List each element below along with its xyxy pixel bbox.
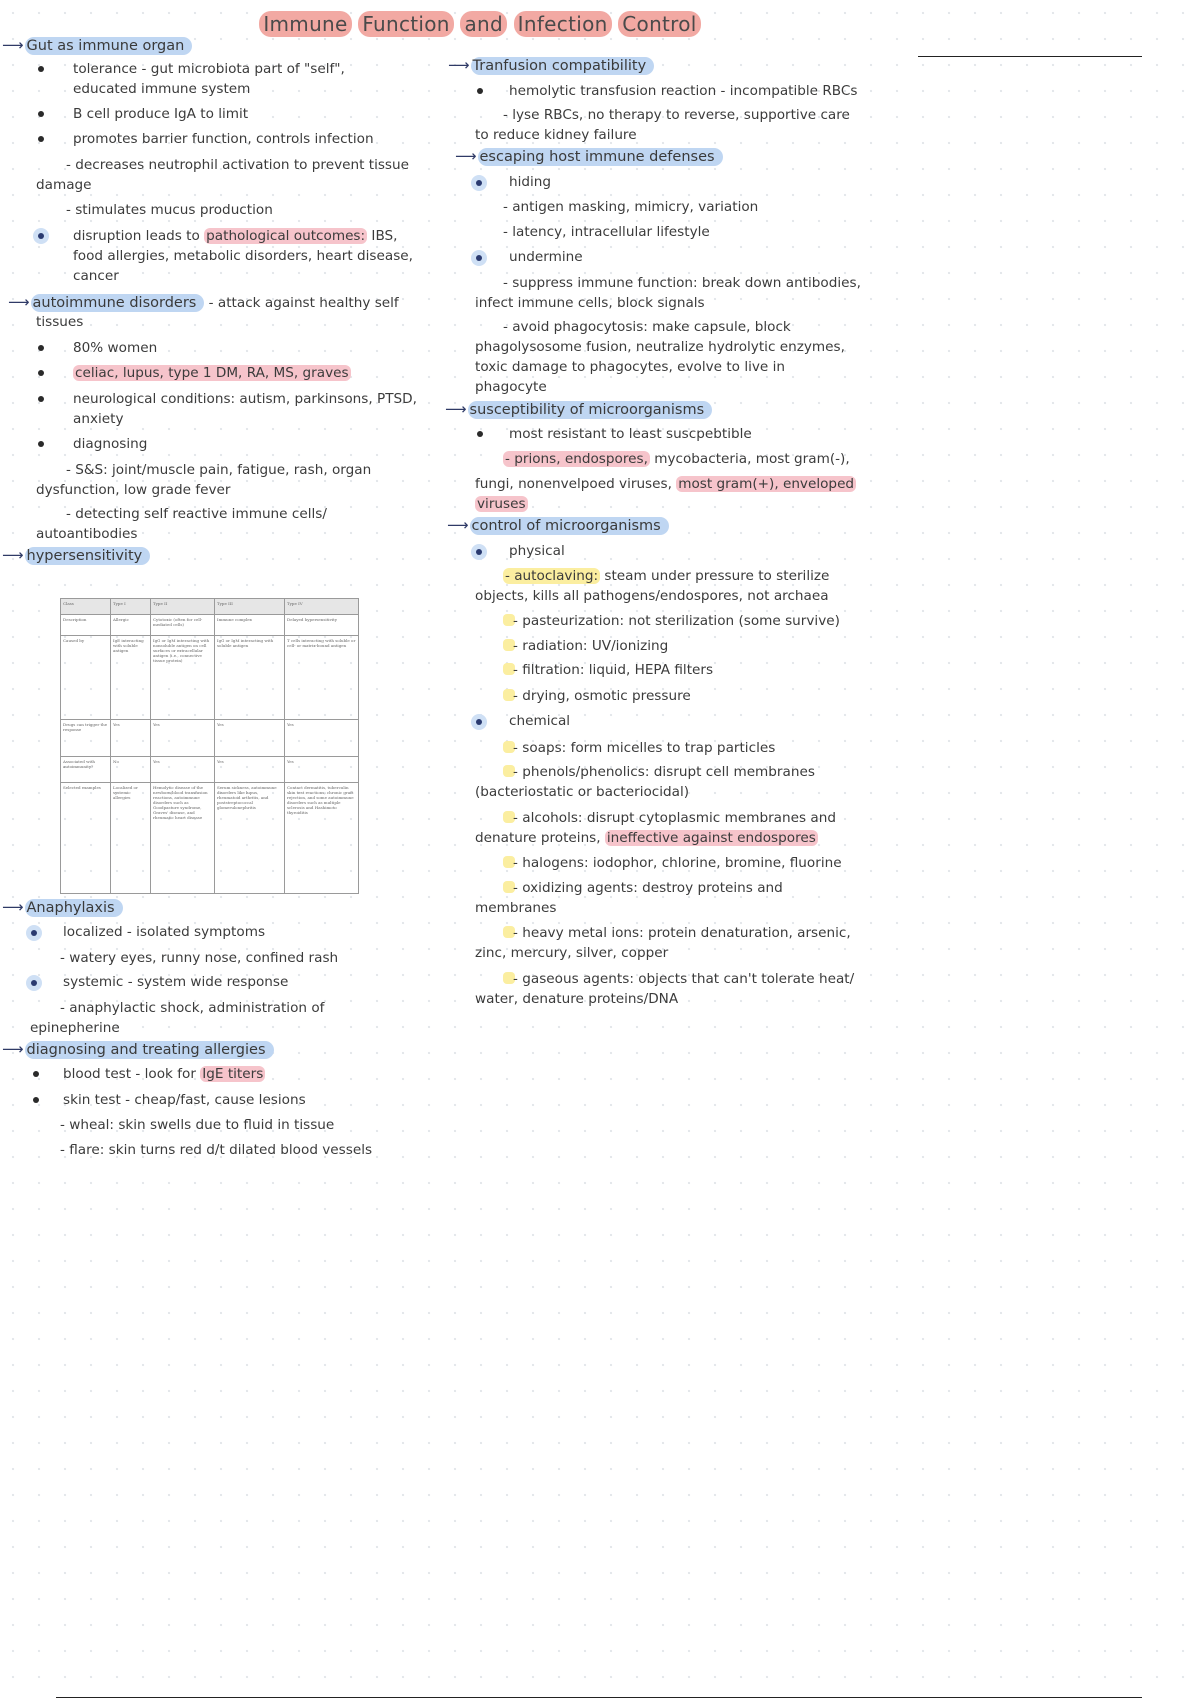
- arrow-icon: ⟶: [2, 1040, 24, 1058]
- bullet-icon: [33, 1097, 39, 1103]
- note-line: - pasteurization: not sterilization (some survive): [503, 611, 840, 631]
- note-line: - radiation: UV/ionizing: [503, 636, 668, 656]
- bottom-rule: [56, 1697, 1142, 1698]
- table-cell: Yes: [285, 757, 359, 782]
- bullet-icon: [477, 431, 483, 437]
- note-line: tissues: [36, 314, 84, 330]
- note-line: - watery eyes, runny nose, confined rash: [60, 950, 339, 966]
- note-line: cancer: [73, 268, 119, 284]
- note-line: undermine: [509, 249, 583, 265]
- note-line: denature proteins, ineffective against endospores: [475, 830, 816, 846]
- note-line: neurological conditions: autism, parkinsons, PTSD,: [73, 391, 417, 407]
- table-cell: Associated with autoimmunity?: [61, 757, 111, 782]
- note-line: localized - isolated symptoms: [63, 924, 266, 940]
- bullet-icon: [38, 396, 44, 402]
- table-row: [61, 599, 359, 615]
- note-line: disruption leads to pathological outcomes: IBS,: [73, 228, 398, 244]
- table-header: Type I: [111, 599, 151, 615]
- note-line: epinepherine: [30, 1020, 120, 1036]
- arrow-icon: ⟶: [2, 36, 24, 54]
- arrow-icon: ⟶: [445, 400, 467, 418]
- heading-escaping: ⟶ escaping host immune defenses: [455, 146, 723, 167]
- bullet-icon: [38, 345, 44, 351]
- heading-allergies: ⟶ diagnosing and treating allergies: [2, 1039, 274, 1060]
- note-line: - drying, osmotic pressure: [503, 686, 691, 706]
- arrow-icon: ⟶: [447, 516, 469, 534]
- note-line: fungi, nonenvelpoed viruses, most gram(+), enveloped: [475, 476, 855, 492]
- heading-susceptibility: ⟶ susceptibility of microorganisms: [445, 399, 712, 420]
- heading-control: ⟶ control of microorganisms: [447, 515, 669, 536]
- table-cell: IgE interacting with soluble antigen: [111, 635, 151, 719]
- table-cell: Contact dermatitis, tuberculin skin test reactions, chronic graft rejection, and some autoimmune disorders such as multiple sclerosis and Hashimoto thyroiditis: [285, 782, 359, 893]
- note-line: - anaphylactic shock, administration of: [60, 1000, 325, 1016]
- table-cell: Yes: [151, 757, 215, 782]
- bullet-icon: [471, 544, 487, 560]
- note-line: phagolysosome fusion, neutralize hydrolytic enzymes,: [475, 339, 845, 355]
- note-line: - antigen masking, mimicry, variation: [503, 199, 759, 215]
- heading-hypersensitivity: ⟶ hypersensitivity: [2, 545, 150, 566]
- note-line: dysfunction, low grade fever: [36, 482, 231, 498]
- note-line: - alcohols: disrupt cytoplasmic membranes and: [503, 808, 836, 828]
- note-line: infect immune cells, block signals: [475, 295, 705, 311]
- bullet-icon: [471, 175, 487, 191]
- table-row: [61, 614, 359, 635]
- bullet-icon: [38, 111, 44, 117]
- note-line: hiding: [509, 174, 552, 190]
- bullet-icon: [26, 975, 42, 991]
- note-line: - detecting self reactive immune cells/: [66, 506, 327, 522]
- note-line: damage: [36, 177, 92, 193]
- note-line: - oxidizing agents: destroy proteins and: [503, 878, 783, 898]
- note-line: diagnosing: [73, 436, 148, 452]
- note-line: to reduce kidney failure: [475, 127, 637, 143]
- table-cell: Yes: [285, 719, 359, 757]
- table-cell: Delayed hypersensitivity: [285, 614, 359, 635]
- bullet-icon: [471, 714, 487, 730]
- arrow-icon: ⟶: [8, 293, 30, 311]
- note-line: objects, kills all pathogens/endospores, not archaea: [475, 588, 829, 604]
- table-cell: Localized or systemic allergies: [111, 782, 151, 893]
- heading-anaphylaxis: ⟶ Anaphylaxis: [2, 897, 123, 918]
- note-line: food allergies, metabolic disorders, heart disease,: [73, 248, 413, 264]
- page-title: Immune Function and Infection Control: [0, 12, 960, 36]
- note-line: most resistant to least suscpebtible: [509, 426, 752, 442]
- note-line: toxic damage to phagocytes, evolve to live in: [475, 359, 785, 375]
- note-line: physical: [509, 543, 565, 559]
- note-line: promotes barrier function, controls infection: [73, 131, 374, 147]
- table-cell: Allergic: [111, 614, 151, 635]
- note-line: - suppress immune function: break down antibodies,: [503, 275, 861, 291]
- table-row: [61, 635, 359, 719]
- note-line: - phenols/phenolics: disrupt cell membranes: [503, 762, 815, 782]
- note-line: celiac, lupus, type 1 DM, RA, MS, graves: [75, 365, 349, 381]
- note-line: tolerance - gut microbiota part of "self",: [73, 61, 345, 77]
- table-cell: Yes: [151, 719, 215, 757]
- bullet-icon: [471, 250, 487, 266]
- table-header: Type II: [151, 599, 215, 615]
- table-row: [61, 757, 359, 782]
- bullet-icon: [33, 228, 49, 244]
- note-line: - stimulates mucus production: [66, 202, 273, 218]
- table-cell: Drugs can trigger the response: [61, 719, 111, 757]
- note-line: (bacteriostatic or bacteriocidal): [475, 784, 690, 800]
- note-line: zinc, mercury, silver, copper: [475, 945, 669, 961]
- table-cell: T cells interacting with soluble or cell- or matrix-bound antigen: [285, 635, 359, 719]
- table-cell: Hemolytic disease of the newborn/blood transfusion reactions, autoimmune disorders such as Goodpasture syndrome, Graves' disease, and rheumatic heart disease: [151, 782, 215, 893]
- table-header: Type III: [215, 599, 285, 615]
- note-line: - soaps: form micelles to trap particles: [503, 738, 775, 758]
- note-line: - halogens: iodophor, chlorine, bromine, fluorine: [503, 853, 842, 873]
- note-line: membranes: [475, 900, 557, 916]
- bullet-icon: [38, 136, 44, 142]
- table-cell: Serum sickness, autoimmune disorders like lupus, rheumatoid arthritis, and poststreptococcal glomerulonephritis: [215, 782, 285, 893]
- note-line: skin test - cheap/fast, cause lesions: [63, 1092, 306, 1108]
- note-line: - S&S: joint/muscle pain, fatigue, rash, organ: [66, 462, 372, 478]
- note-line: hemolytic transfusion reaction - incompatible RBCs: [509, 83, 858, 99]
- hypersensitivity-table: [60, 598, 359, 894]
- note-line: systemic - system wide response: [63, 974, 289, 990]
- heading-autoimmune: ⟶ autoimmune disorders - attack against healthy self: [8, 293, 399, 311]
- note-line: - avoid phagocytosis: make capsule, block: [503, 319, 791, 335]
- table-cell: No: [111, 757, 151, 782]
- top-rule: [918, 56, 1142, 57]
- bullet-icon: [38, 370, 44, 376]
- bullet-icon: [26, 925, 42, 941]
- table-cell: Yes: [215, 719, 285, 757]
- table-header: Type IV: [285, 599, 359, 615]
- table-row: [61, 782, 359, 893]
- note-line: - latency, intracellular lifestyle: [503, 224, 710, 240]
- note-line: B cell produce IgA to limit: [73, 106, 249, 122]
- table-cell: Description: [61, 614, 111, 635]
- note-line: - prions, endospores, mycobacteria, most gram(-),: [505, 451, 850, 467]
- heading-gut: ⟶ Gut as immune organ: [2, 35, 192, 56]
- note-line: - gaseous agents: objects that can't tolerate heat/: [503, 969, 854, 989]
- note-line: phagocyte: [475, 379, 547, 395]
- note-line: educated immune system: [73, 81, 251, 97]
- note-line: - decreases neutrophil activation to prevent tissue: [66, 157, 409, 173]
- note-line: - lyse RBCs, no therapy to reverse, supportive care: [503, 107, 850, 123]
- note-line: - heavy metal ions: protein denaturation, arsenic,: [503, 923, 851, 943]
- note-line: - autoclaving: steam under pressure to sterilize: [505, 568, 830, 584]
- table-cell: IgG or IgM interacting with soluble antigen: [215, 635, 285, 719]
- note-line: chemical: [509, 713, 571, 729]
- bullet-icon: [38, 441, 44, 447]
- table-cell: Caused by: [61, 635, 111, 719]
- arrow-icon: ⟶: [455, 147, 477, 165]
- table-cell: Immune complex: [215, 614, 285, 635]
- table-cell: Cytotoxic (often for cell-mediated cells): [151, 614, 215, 635]
- heading-transfusion: ⟶ Tranfusion compatibility: [448, 55, 654, 76]
- note-line: - filtration: liquid, HEPA filters: [503, 660, 713, 680]
- table-cell: Yes: [215, 757, 285, 782]
- table-row: [61, 719, 359, 757]
- arrow-icon: ⟶: [2, 546, 24, 564]
- bullet-icon: [38, 66, 44, 72]
- note-line: water, denature proteins/DNA: [475, 991, 679, 1007]
- bullet-icon: [477, 88, 483, 94]
- note-line: autoantibodies: [36, 526, 138, 542]
- table-cell: IgG or IgM interacting with nonsoluble antigen on cell surfaces or extracellular antigen (i.e., connective tissue protein): [151, 635, 215, 719]
- arrow-icon: ⟶: [2, 898, 24, 916]
- note-line: anxiety: [73, 411, 124, 427]
- note-line: viruses: [477, 496, 526, 512]
- note-line: blood test - look for IgE titers: [63, 1066, 264, 1082]
- note-line: - flare: skin turns red d/t dilated blood vessels: [60, 1142, 373, 1158]
- table-cell: Yes: [111, 719, 151, 757]
- note-line: 80% women: [73, 340, 158, 356]
- arrow-icon: ⟶: [448, 56, 470, 74]
- table-cell: Selected examples: [61, 782, 111, 893]
- bullet-icon: [33, 1071, 39, 1077]
- note-line: - wheal: skin swells due to fluid in tissue: [60, 1117, 335, 1133]
- table-header: Class: [61, 599, 111, 615]
